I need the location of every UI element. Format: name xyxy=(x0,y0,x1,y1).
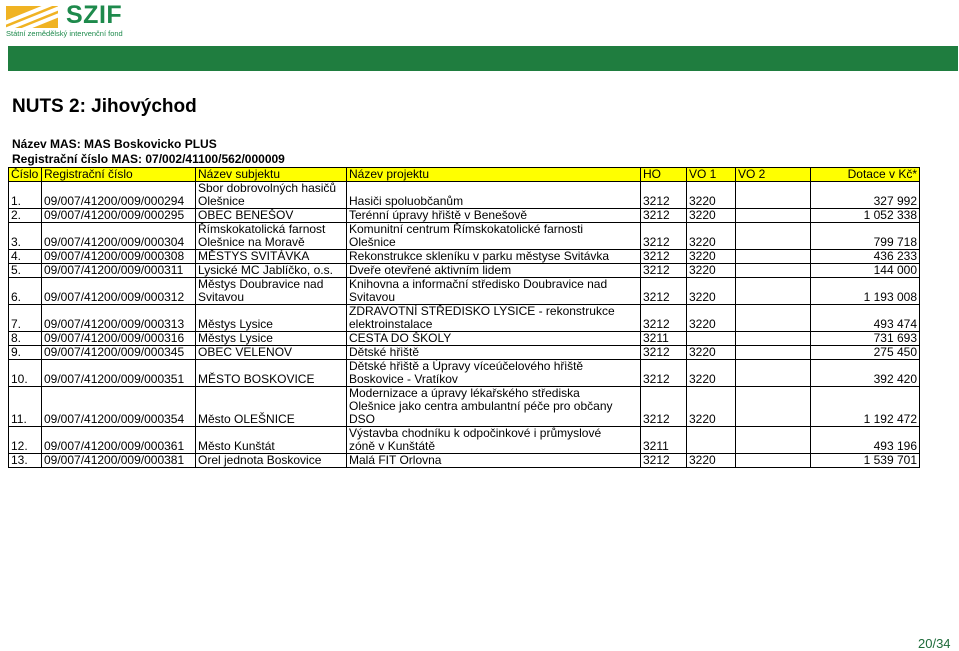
subsidy-amount: 436 233 xyxy=(811,250,920,264)
project-name: Dveře otevřené aktivním lidem xyxy=(347,264,641,278)
mas-name: Název MAS: MAS Boskovicko PLUS xyxy=(12,137,217,151)
subsidy-amount: 799 718 xyxy=(811,223,920,250)
row-number: 13. xyxy=(9,454,42,468)
vo1-code: 3220 xyxy=(687,250,736,264)
row-number: 7. xyxy=(9,305,42,332)
vo2-code xyxy=(736,209,811,223)
subject-name: Městys Lysice xyxy=(196,305,347,332)
row-number: 6. xyxy=(9,278,42,305)
szif-logo-mark-icon xyxy=(6,6,58,28)
subject-name: Římskokatolická farnost Olešnice na Moravě xyxy=(196,223,347,250)
ho-code: 3212 xyxy=(641,223,687,250)
subject-name: Městys Doubravice nad Svitavou xyxy=(196,278,347,305)
vo1-code: 3220 xyxy=(687,305,736,332)
ho-code: 3212 xyxy=(641,454,687,468)
registration-number: 09/007/41200/009/000361 xyxy=(42,427,196,454)
vo1-code: 3220 xyxy=(687,278,736,305)
project-name: Dětské hřiště a Úpravy víceúčelového hřiště Boskovice - Vratíkov xyxy=(347,360,641,387)
registration-number: 09/007/41200/009/000345 xyxy=(42,346,196,360)
vo2-code xyxy=(736,305,811,332)
subject-name: OBEC BENEŠOV xyxy=(196,209,347,223)
subsidy-amount: 1 052 338 xyxy=(811,209,920,223)
table-row xyxy=(9,264,920,278)
project-name: CESTA DO ŠKOLY xyxy=(347,332,641,346)
column-header: Název subjektu xyxy=(196,168,347,182)
registration-number: 09/007/41200/009/000295 xyxy=(42,209,196,223)
table-row xyxy=(9,305,920,332)
subsidy-amount: 1 192 472 xyxy=(811,387,920,427)
ho-code: 3212 xyxy=(641,209,687,223)
row-number: 3. xyxy=(9,223,42,250)
vo2-code xyxy=(736,264,811,278)
table-row xyxy=(9,223,920,250)
project-name: Terénní úpravy hřiště v Benešově xyxy=(347,209,641,223)
vo2-code xyxy=(736,223,811,250)
mas-registration: Registrační číslo MAS: 07/002/41100/562/000009 xyxy=(12,152,285,166)
vo1-code: 3220 xyxy=(687,387,736,427)
ho-code: 3211 xyxy=(641,427,687,454)
subject-name: Městys Lysice xyxy=(196,332,347,346)
vo2-code xyxy=(736,278,811,305)
registration-number: 09/007/41200/009/000381 xyxy=(42,454,196,468)
vo1-code: 3220 xyxy=(687,454,736,468)
registration-number: 09/007/41200/009/000294 xyxy=(42,182,196,209)
row-number: 9. xyxy=(9,346,42,360)
table-header-row xyxy=(9,168,920,182)
subject-name: Orel jednota Boskovice xyxy=(196,454,347,468)
vo2-code xyxy=(736,250,811,264)
table-row xyxy=(9,360,920,387)
registration-number: 09/007/41200/009/000312 xyxy=(42,278,196,305)
ho-code: 3212 xyxy=(641,346,687,360)
subsidy-amount: 144 000 xyxy=(811,264,920,278)
table-row xyxy=(9,209,920,223)
row-number: 10. xyxy=(9,360,42,387)
vo2-code xyxy=(736,182,811,209)
vo1-code: 3220 xyxy=(687,182,736,209)
registration-number: 09/007/41200/009/000304 xyxy=(42,223,196,250)
registration-number: 09/007/41200/009/000308 xyxy=(42,250,196,264)
header-band xyxy=(8,46,958,71)
logo-name: SZIF xyxy=(66,1,123,29)
project-name: ZDRAVOTNÍ STŘEDISKO LYSICE - rekonstrukce elektroinstalace xyxy=(347,305,641,332)
subject-name: Město OLEŠNICE xyxy=(196,387,347,427)
subsidy-amount: 731 693 xyxy=(811,332,920,346)
subsidy-amount: 275 450 xyxy=(811,346,920,360)
vo2-code xyxy=(736,387,811,427)
registration-number: 09/007/41200/009/000313 xyxy=(42,305,196,332)
vo1-code: 3220 xyxy=(687,209,736,223)
subject-name: Sbor dobrovolných hasičů Olešnice xyxy=(196,182,347,209)
project-name: Výstavba chodníku k odpočinkové i průmyslové zóně v Kunštátě xyxy=(347,427,641,454)
subsidy-amount: 493 474 xyxy=(811,305,920,332)
table-row xyxy=(9,387,920,427)
column-header: Název projektu xyxy=(347,168,641,182)
subsidy-amount: 1 539 701 xyxy=(811,454,920,468)
column-header: VO 2 xyxy=(736,168,811,182)
vo2-code xyxy=(736,360,811,387)
ho-code: 3212 xyxy=(641,264,687,278)
vo1-code: 3220 xyxy=(687,223,736,250)
column-header: HO xyxy=(641,168,687,182)
ho-code: 3212 xyxy=(641,182,687,209)
project-name: Komunitní centrum Římskokatolické farnosti Olešnice xyxy=(347,223,641,250)
ho-code: 3212 xyxy=(641,305,687,332)
subsidy-amount: 327 992 xyxy=(811,182,920,209)
vo2-code xyxy=(736,346,811,360)
row-number: 8. xyxy=(9,332,42,346)
subject-name: MĚSTO BOSKOVICE xyxy=(196,360,347,387)
column-header: VO 1 xyxy=(687,168,736,182)
projects-table xyxy=(8,167,920,468)
row-number: 11. xyxy=(9,387,42,427)
vo1-code xyxy=(687,332,736,346)
project-name: Hasiči spoluobčanům xyxy=(347,182,641,209)
vo2-code xyxy=(736,427,811,454)
subsidy-amount: 392 420 xyxy=(811,360,920,387)
registration-number: 09/007/41200/009/000316 xyxy=(42,332,196,346)
ho-code: 3212 xyxy=(641,387,687,427)
szif-logo xyxy=(6,3,136,39)
ho-code: 3211 xyxy=(641,332,687,346)
table-row xyxy=(9,278,920,305)
table-row xyxy=(9,332,920,346)
project-name: Malá FIT Orlovna xyxy=(347,454,641,468)
subject-name: Město Kunštát xyxy=(196,427,347,454)
row-number: 2. xyxy=(9,209,42,223)
row-number: 1. xyxy=(9,182,42,209)
subsidy-amount: 1 193 008 xyxy=(811,278,920,305)
table-row xyxy=(9,427,920,454)
vo1-code: 3220 xyxy=(687,360,736,387)
registration-number: 09/007/41200/009/000354 xyxy=(42,387,196,427)
vo1-code: 3220 xyxy=(687,264,736,278)
row-number: 4. xyxy=(9,250,42,264)
table-row xyxy=(9,250,920,264)
ho-code: 3212 xyxy=(641,278,687,305)
row-number: 12. xyxy=(9,427,42,454)
table-row xyxy=(9,182,920,209)
vo2-code xyxy=(736,454,811,468)
logo-subtitle: Státní zemědělský intervenční fond xyxy=(6,29,123,38)
vo1-code xyxy=(687,427,736,454)
subject-name: MĚSTYS SVITÁVKA xyxy=(196,250,347,264)
subsidy-amount: 493 196 xyxy=(811,427,920,454)
ho-code: 3212 xyxy=(641,250,687,264)
project-name: Dětské hřiště xyxy=(347,346,641,360)
project-name: Modernizace a úpravy lékařského střediska Olešnice jako centra ambulantní péče pro občany DSO xyxy=(347,387,641,427)
project-name: Rekonstrukce skleníku v parku městyse Svitávka xyxy=(347,250,641,264)
ho-code: 3212 xyxy=(641,360,687,387)
column-header: Číslo xyxy=(9,168,42,182)
row-number: 5. xyxy=(9,264,42,278)
column-header: Dotace v Kč* xyxy=(811,168,920,182)
column-header: Registrační číslo xyxy=(42,168,196,182)
subject-name: Lysické MC Jablíčko, o.s. xyxy=(196,264,347,278)
vo2-code xyxy=(736,332,811,346)
registration-number: 09/007/41200/009/000311 xyxy=(42,264,196,278)
registration-number: 09/007/41200/009/000351 xyxy=(42,360,196,387)
project-name: Knihovna a informační středisko Doubravice nad Svitavou xyxy=(347,278,641,305)
page-title: NUTS 2: Jihovýchod xyxy=(12,96,197,117)
table-row xyxy=(9,346,920,360)
table-row xyxy=(9,454,920,468)
page-number: 20/34 xyxy=(918,636,951,651)
vo1-code: 3220 xyxy=(687,346,736,360)
subject-name: OBEC VELENOV xyxy=(196,346,347,360)
